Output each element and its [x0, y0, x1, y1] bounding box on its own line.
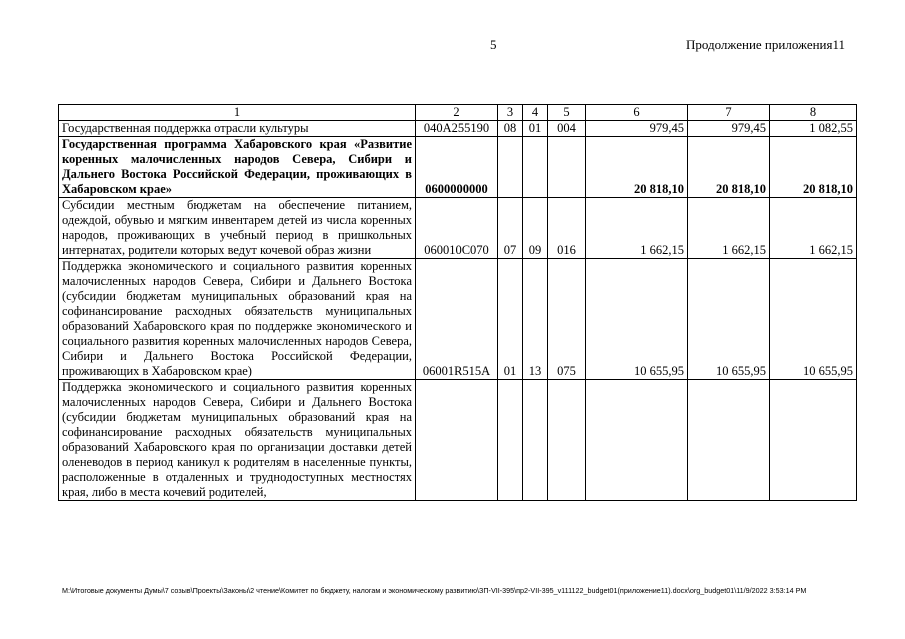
expense-type-code	[548, 380, 586, 501]
section-code: 08	[498, 121, 523, 137]
table-row	[59, 198, 857, 259]
amount-year-1	[586, 380, 688, 501]
subsection-code: 13	[523, 259, 548, 380]
amount-year-2	[688, 380, 770, 501]
amount-year-1: 10 655,95	[586, 259, 688, 380]
target-article-code: 040A255190	[416, 121, 498, 137]
row-name: Государственная программа Хабаровского края «Развитие коренных малочисленных народов Севера, Сибири и Дальнего Востока Российской Федерации, проживающих в Хабаровском крае»	[59, 137, 416, 198]
continuation-label: Продолжение приложения11	[685, 37, 845, 52]
row-name: Государственная поддержка отрасли культуры	[59, 121, 416, 137]
budget-table	[58, 104, 857, 501]
target-article-code: 060010C070	[416, 198, 498, 259]
section-code	[498, 137, 523, 198]
row-name: Поддержка экономического и социального развития коренных малочисленных народов Севера, Сибири и Дальнего Востока (субсидии бюджетам муниципальных образований края на софинансирование расходных обязательств муниципальных образований Хабаровского края по организации доставки детей оленеводов в период каникул к родителям в населенные пункты, расположенные в отдаленных и труднодоступных местностях края, либо в места кочевий родителей,	[59, 380, 416, 501]
subsection-code	[523, 137, 548, 198]
column-header: 4	[523, 105, 548, 121]
page-number: 5	[490, 37, 497, 52]
amount-year-3: 10 655,95	[770, 259, 857, 380]
column-header: 6	[586, 105, 688, 121]
section-code	[498, 380, 523, 501]
amount-year-3	[770, 380, 857, 501]
table-row	[59, 259, 857, 380]
amount-year-1: 1 662,15	[586, 198, 688, 259]
table-header-row	[59, 105, 857, 121]
expense-type-code: 016	[548, 198, 586, 259]
amount-year-2: 20 818,10	[688, 137, 770, 198]
section-code: 07	[498, 198, 523, 259]
row-name: Поддержка экономического и социального развития коренных малочисленных народов Севера, Сибири и Дальнего Востока (субсидии бюджетам муниципальных образований края на софинансирование расходных обязательств муниципальных образований Хабаровского края по поддержке экономического и социального развития коренных малочисленных народов Севера, Сибири и Дальнего Востока Российской Федерации, проживающих в Хабаровском крае)	[59, 259, 416, 380]
expense-type-code: 075	[548, 259, 586, 380]
table-row	[59, 137, 857, 198]
section-code: 01	[498, 259, 523, 380]
column-header: 5	[548, 105, 586, 121]
column-header: 1	[59, 105, 416, 121]
expense-type-code	[548, 137, 586, 198]
row-name: Субсидии местным бюджетам на обеспечение питанием, одеждой, обувью и мягким инвентарем детей из числа коренных народов, проживающих в учебный период в пришкольных интернатах, родители которых ведут кочевой образ жизни	[59, 198, 416, 259]
table-row	[59, 380, 857, 501]
target-article-code	[416, 380, 498, 501]
table-row	[59, 121, 857, 137]
amount-year-2: 10 655,95	[688, 259, 770, 380]
amount-year-3: 1 662,15	[770, 198, 857, 259]
amount-year-2: 1 662,15	[688, 198, 770, 259]
target-article-code: 06001R515A	[416, 259, 498, 380]
amount-year-1: 20 818,10	[586, 137, 688, 198]
amount-year-1: 979,45	[586, 121, 688, 137]
amount-year-3: 1 082,55	[770, 121, 857, 137]
column-header: 8	[770, 105, 857, 121]
subsection-code	[523, 380, 548, 501]
subsection-code: 09	[523, 198, 548, 259]
expense-type-code: 004	[548, 121, 586, 137]
amount-year-2: 979,45	[688, 121, 770, 137]
amount-year-3: 20 818,10	[770, 137, 857, 198]
subsection-code: 01	[523, 121, 548, 137]
column-header: 3	[498, 105, 523, 121]
column-header: 7	[688, 105, 770, 121]
target-article-code: 0600000000	[416, 137, 498, 198]
column-header: 2	[416, 105, 498, 121]
file-path-footer: M:\Итоговые документы Думы\7 созыв\Проекты\Законы\2 чтение\Комитет по бюджету, налогам и экономическому развитию\ЗП-VII-395\пр2-VII-395_v111122_budget01(приложение11).docx\org_budget01\11/9/2022 3:53:14 PM	[62, 586, 807, 595]
